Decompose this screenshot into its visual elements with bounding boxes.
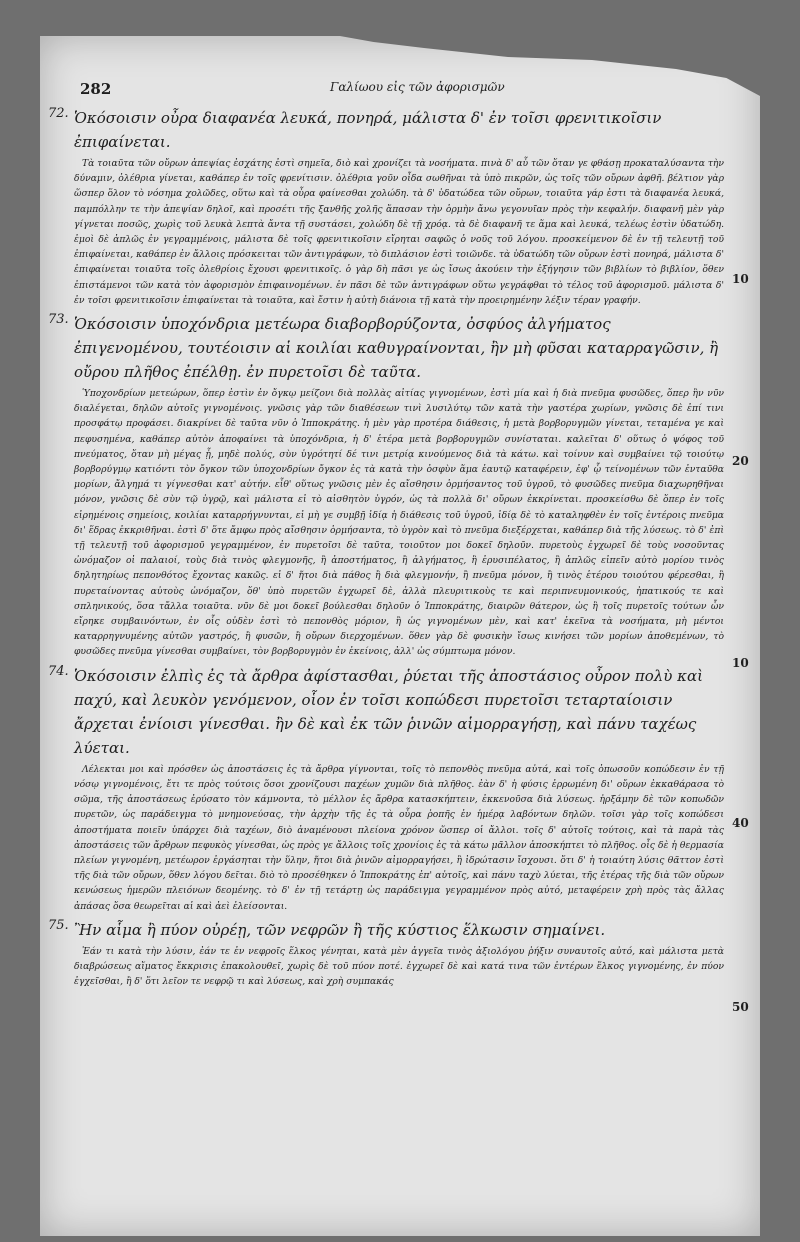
commentary-text: Λέλεκται μοι καὶ πρόσθεν ὡς ἀποστάσεις ἐς τὰ ἄρθρα γίγνονται, τοῖς τὸ πεπονθὸς πνεῦμα αὐτά, καὶ τοῖς ὁπωσοῦν κοπώδεσιν ἐν τῇ νόσῳ γιγνομένοις, ἔτι τε πρὸς τούτοις ὅσοι χρονίζουσι παχέων χυμῶν διὰ πλῆθος. ἐὰν δ' ἡ φύσις ἐρρωμένη δι' οὔρων ἐκκαθάρασα τὸ σῶμα, τῆς ἀποστάσεως ἐρύσατο τὸν κάμνοντα, τὸ μέλλον ἐς ἄρθρα κατασκήπτειν, ἐκκενοῦσα διὰ λύσεως. ἠρξάμην δὲ τῶν κοπωδῶν πυρετῶν, ὡς παράδειγμα τὸ μνημονεύσας, τὴν ἀρχὴν τῆς ἐς τὰ οὖρα ῥοπῆς ἐν ἡμέρᾳ λαβόντων δηλῶν. τοῖσι γὰρ τοῖς κοπώδεσι ἀποστήματα ποιεῖν ὑπάρχει διὰ ταχέων, διὸ ἀναμένουσι πλείονα χρόνον ὥσπερ οἱ ἄλλοι. τοῖς δ' αὐτοῖς τούτοις, καὶ τὰ παρὰ τὰς ἀποστάσεις τῶν ἄρθρων πεφυκὸς γίνεσθαι, ὡς πρὸς γε ἄλλοις τοῖς χρονίοις ἐς τὰ κάτω μᾶλλον ἀποσκήπτει τὸ πλῆθος. οἷς δὲ ἡ θερμασία πλείων γιγνομένη, μετέωρον ἐργάσηται τὴν ὕλην, ἤτοι διὰ ῥινῶν αἱμορραγήσει, ἢ ἱδρώτασιν ἴσχουσι. ὅτι δ' ἡ τοιαύτη λύσις θᾶττον ἐστὶ τῆς διὰ τῶν οὔρων, ὅθεν λόγου δεῖται. διὸ τὸ προσέθηκεν ὁ Ἱπποκράτης ἐπ' αὐτοῖς, καὶ πάνυ ταχὺ λύεται, τῆς ἑτέρας τῆς διὰ τῶν οὔρων κενώσεως ἡμερῶν πλειόνων δεομένης. τὸ δ' ἐν τῇ τετάρτῃ ὡς παράδειγμα γεγραμμένον πρὸς αὐτό, μεταφέρειν χρὴ πρὸς τὰς ἄλλας ἁπάσας ὅσα θεωρεῖται αἱ καὶ ἀεὶ ἐλείσονται. — [74, 763, 724, 912]
aphorism-text: Ἢν αἷμα ἢ πύον οὐρέῃ, τῶν νεφρῶν ἢ τῆς κύστιος ἕλκωσιν σημαίνει. — [74, 920, 606, 939]
book-page — [40, 36, 760, 1236]
aphorism-74 — [48, 663, 724, 914]
aphorism-73 — [48, 312, 724, 660]
margin-line-numbers — [732, 36, 758, 1236]
aphorism-72 — [48, 106, 724, 308]
aphorism-number: 75. — [48, 917, 69, 933]
aphorism-number: 73. — [48, 312, 69, 328]
aphorism-text: Ὁκόσοισιν ὑποχόνδρια μετέωρα διαβορβορύζοντα, ὀσφύος ἀλγήματος ἐπιγενομένου, τουτέοισιν αἱ κοιλίαι καθυγραίνονται, ἢν μὴ φῦσαι καταρραγῶσιν, ἢ οὔρου πλῆθος ἐπέλθῃ. ἐν πυρετοῖσι δὲ ταῦτα. — [74, 315, 719, 382]
margin-mark: 20 — [732, 454, 749, 468]
aphorism-number: 74. — [48, 663, 69, 679]
margin-mark: 40 — [732, 816, 749, 830]
aphorism-75 — [48, 917, 724, 990]
margin-mark: 10 — [732, 656, 749, 670]
aphorism-text: Ὁκόσοισιν ἐλπὶς ἐς τὰ ἄρθρα ἀφίστασθαι, ῥύεται τῆς ἀποστάσιος οὖρον πολὺ καὶ παχύ, καὶ λευκὸν γενόμενον, οἷον ἐν τοῖσι κοπώδεσι πυρετοῖσι τεταρταίοισιν ἄρχεται ἐνίοισι γίνεσθαι. ἢν δὲ καὶ ἐκ τῶν ῥινῶν αἱμορραγήσῃ, καὶ πάνυ ταχέως λύεται. — [74, 666, 704, 757]
margin-mark: 10 — [732, 272, 749, 286]
page-header — [80, 80, 730, 102]
commentary-text: Ὑποχονδρίων μετεώρων, ὅπερ ἐστὶν ἐν ὄγκῳ μείζονι διὰ πολλὰς αἰτίας γιγνομένων, ἐστὶ μία καὶ ἡ διὰ πνεῦμα φυσῶδες, ὅπερ ἢν νῦν διαλέγεται, δηλῶν αὐτοῖς γιγνομένοις. γνῶσις γὰρ τῶν διαθέσεων τινὶ λυσιλύτῳ τῶν κατὰ τὴν γαστέρα χωρίων, γνῶσις δὲ ἐπί τινι προσφάτῳ προφάσει. διακρίνει δὲ ταῦτα νῦν ὁ Ἱπποκράτης. ἡ μὲν γὰρ προτέρα διάθεσις, ἡ μετὰ βορβορυγμῶν γίνεται, τεταμένα γε καὶ πεφυσημένα, καθάπερ αὐτὸν ἀποφαίνει τὰ ὑποχόνδρια, ἡ δ' ἑτέρα μετὰ βορβορυγμῶν συνίσταται. καλεῖται δ' οὕτως ὁ ψόφος τοῦ πνεύματος, ὅταν μὴ μέγας ᾖ, μηδὲ πολύς, σὺν ὑγρότητί δέ τινι μετρίᾳ κινούμενος διὰ τὰ κάτω. καὶ τοίνυν καὶ συμβαίνει τῷ τοιούτῳ βορβορύγμῳ κατιόντι τὸν ὄγκον τῶν ὑποχονδρίων ὄγκον ἐς τὰ κατὰ τὴν ὀσφὺν ἅμα ἑαυτῷ καταφέρειν, ἐφ' ᾧ τείνομένων τῶν ἐνταῦθα μορίων, ἄλγημά τι γίγνεσθαι κατ' αὐτήν. εἶθ' οὕτως γνῶσις μὲν ἐς αἴσθησιν ὁρμήσαντος τοῦ ὑγροῦ, τὸ φυσῶδες πνεῦμα διαχωρηθῆναι μόνον, γνῶσις δὲ σὺν τῷ ὑγρῷ, καὶ μάλιστα εἰ τὸ αἰσθητὸν ὑγρόν, ὡς τὰ πολλὰ δι' οὔρων ἐκκρίνεται. προσκείσθω δὲ ὅπερ ἐν τοῖς εἰρημένοις σημείοις, κοιλίαι καταρρήγνυνται, εἰ μὴ γε συμβῇ ἰδίᾳ ἡ διάθεσις τοῦ ὑγροῦ, ἰδίᾳ δὲ τὸ καταληφθὲν ἐν τοῖς ἐντέροις πνεῦμα δι' ἕδρας ἐκκριθῆναι. ἐστὶ δ' ὅτε ἄμφω πρὸς αἴσθησιν ὁρμήσαντα, τὸ ὑγρὸν καὶ τὸ πνεῦμα διεξέρχεται, καθάπερ διὰ τῆς λύσεως. τὸ δ' ἐπὶ τῇ τελευτῇ τοῦ ἀφορισμοῦ γεγραμμένον, ἐν πυρετοῖσι δὲ ταῦτα, τοιοῦτον μοι δοκεῖ δηλοῦν. πυρετοὺς ἐγχωρεῖ δὲ τοὺς νοσοῦντας ὠνόμαζον οἱ παλαιοί, τοὺς διὰ τινὸς φλεγμονῆς, ἢ ἀποστήματος, ἢ ἀλγήματος, ἢ ἐρυσιπέλατος, ἢ ἁπλῶς εἰπεῖν αὐτὸ μορίου τινὸς δηλητηρίως πεπονθότος ἔχοντας κακῶς. εἰ δ' ἤτοι διὰ πάθος ἢ διὰ φλεγμονήν, ἢ πνεῦμα μόνον, ἢ τινὸς ἑτέρου τοιούτου φέρεσθαι, ἢ πυρεταίνοντας αὐτοὺς ὠνόμαζον, ὅθ' ὑπὸ πυρετῶν ἐγχωρεῖ δὲ, ἀλλὰ πλευριτικοὺς τε καὶ περιπνευμονικούς, ἠπατικούς τε καὶ σπληνικούς, ὅσα τἄλλα τοιαῦτα. νῦν δὲ μοι δοκεῖ βούλεσθαι δηλοῦν ὁ Ἱπποκράτης, διαιρῶν θάτερον, ὡς ἢ τοῖς πυρετοῖς τούτων ὧν εἴρηκε συμβαινόντων, ἐν οἷς οὐδὲν ἐστὶ τὸ πεπονθὸς μόριον, ἢ ὡς γιγνομένων μὲν, καὶ κατ' ἐκεῖνα τὰ νοσήματα, μὴ μέντοι καταρρηγνυμένης αὐτῶν γαστρός, ἢ φυσῶν, ἢ οὔρων διερχομένων. ὅθεν γὰρ δὲ φυσικὴν ἴσως κινήσει τῶν μορίων ἀποθεμένων, τὸ φυσῶδες πνεῦμα γίνεσθαι συμβαίνει, τὸν βορβορυγμὸν ἐν ἐκείνοις, ἀλλ' ὡς σύμπτωμα μόνον. — [74, 388, 724, 658]
commentary-text: Τὰ τοιαῦτα τῶν οὔρων ἀπεψίας ἐσχάτης ἐστὶ σημεῖα, διὸ καὶ χρονίζει τὰ νοσήματα. πινὰ δ' αὖ τῶν ὅταν γε φθάσῃ προκαταλύσαντα τὴν δύναμιν, ὀλέθρια γίνεται, καθάπερ ἐν τοῖς φρενίτισιν. ὀλέθρια γοῦν οἶδα σωθῆναι τὰ ὑπὸ πικρῶν, ὡς τοῖς τῶν οὔρων ἀφθῆ. βέλτιον γὰρ ὥσπερ ὅλον τὸ νόσημα χολῶδες, οὕτω καὶ τὰ οὖρα φαίνεσθαι χολώδη. τὰ δ' ὑδατώδεα τῶν οὔρων, τοιαῦτα γάρ ἐστι τὰ διαφανέα λευκά, παμπόλλην τε τὴν ἀπεψίαν δηλοῖ, καὶ προσέτι τῆς ξανθῆς χολῆς ἅπασαν τὴν ὁρμὴν ἄνω γεγονυῖαν πρὸς τὴν κεφαλήν. διαφανῆ μὲν γὰρ γίγνεται ποσῶς, χωρὶς τοῦ λευκὰ λεπτὰ ἄντα τῇ συστάσει, χολώδη δὲ τῇ χρόᾳ. τὰ δὲ διαφανῆ τε ἅμα καὶ λευκά, τελέως ἐστὶν ὑδατώδη. ἐμοὶ δὲ ἁπλῶς ἐν γεγραμμένοις, μάλιστα δὲ τοῖς φρενιτικοῖσιν εἴρηται σαφῶς ὁ νοῦς τοῦ λόγου. προσκείμενον δὲ ἐν τῇ τελευτῇ τοῦ ἐπιφαίνεται, καθάπερ ἐν ἄλλοις πρόσκειται τῶν ἀντιγράφων, τὸ διπλάσιον ἐστὶ τοιῶνδε. τὰ ὑδατώδη τῶν οὔρων ἐστὶ πονηρά, μάλιστα δ' ἐπιφαίνεται τοιαῦτα τοῖς ὀλεθρίοις ἔχουσι φρενιτικοῖς. ὁ γὰρ δὴ πᾶσι γε ὡς ἴσως ἀκούειν τὴν ἐξήγησιν τῶν βιβλίων τὸ βιβλίον, ὅθεν ἐπιστάμενοι τῶν κατὰ τὸν ἀφορισμὸν ἐπιφαινομένων. ἐν πᾶσι δὲ τῶν ἀντιγράφων οὕτω γεγράφθαι τὸ τέλος τοῦ ἀφορισμοῦ. μάλιστα δ' ἐν τοῖσι φρενιτικοῖσιν ἐπιφαίνεται τὰ τοιαῦτα, καὶ ἔστιν ἡ αὐτὴ διάνοια τῇ κατὰ τὴν προειρημένην λέξιν τέραν γραφήν. — [74, 158, 724, 306]
text-area — [48, 106, 724, 993]
page-number: 282 — [80, 80, 112, 98]
aphorism-text: Ὁκόσοισιν οὖρα διαφανέα λευκά, πονηρά, μάλιστα δ' ἐν τοῖσι φρενιτικοῖσιν ἐπιφαίνεται. — [74, 109, 662, 151]
margin-mark: 50 — [732, 1000, 749, 1014]
commentary-text: Ἐάν τι κατὰ τὴν λύσιν, ἐάν τε ἐν νεφροῖς ἕλκος γένηται, κατὰ μὲν ἀγγεῖα τινὸς ἀξιολόγου ῥήξιν συναυτοῖς αὐτό, καὶ μάλιστα μετὰ διαβρώσεως αἵματος ἔκκρισις ἐπακολουθεῖ, χωρὶς δὲ τοῦ πύον ποτέ. ἐγχωρεῖ δὲ καὶ κατά τινα τῶν ἐντέρων ἕλκος γιγνομένης, ἐν πύον ἐγχεῖσθαι, ἢ δ' ὅτι λεῖον τε νεφρῷ τι καὶ λύσεως, καὶ χρὴ συμπακάς — [74, 945, 724, 988]
running-head: Γαλίωου εἰς τῶν ἀφορισμῶν — [330, 80, 505, 94]
aphorism-number: 72. — [48, 106, 69, 121]
